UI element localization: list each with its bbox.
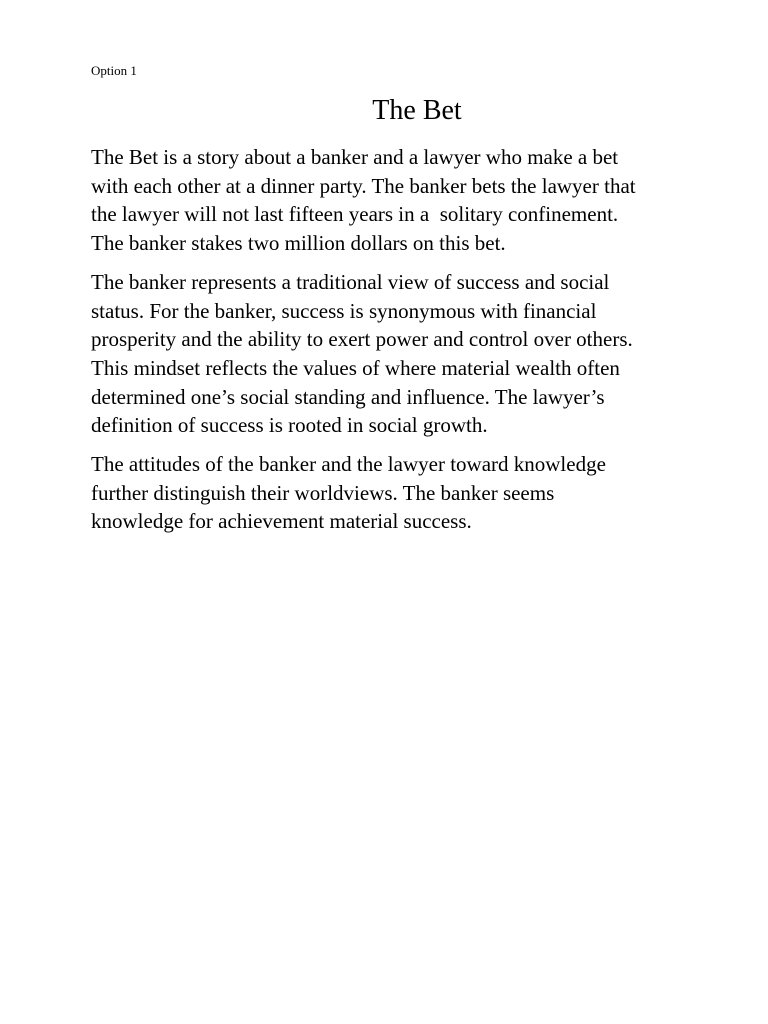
paragraph-3: [91, 450, 691, 536]
paragraph-line: This mindset reflects the values of where material wealth often: [91, 355, 620, 380]
paragraph-line: The attitudes of the banker and the lawyer toward knowledge: [91, 452, 606, 477]
paragraph-line: determined one’s social standing and influence. The lawyer’s: [91, 384, 605, 409]
paragraph-line: definition of success is rooted in social growth.: [91, 413, 488, 438]
paragraph-2: [91, 268, 691, 440]
page-title: The Bet: [372, 95, 462, 126]
paragraph-line: status. For the banker, success is synonymous with financial: [91, 298, 597, 323]
paragraph-line: prosperity and the ability to exert power and control over others.: [91, 327, 633, 352]
paragraph-line: knowledge for achievement material success.: [91, 509, 472, 534]
paragraph-line: further distinguish their worldviews. The banker seems: [91, 480, 555, 505]
paragraph-line: the lawyer will not last fifteen years in a solitary confinement.: [91, 202, 619, 227]
paragraph-line: The Bet is a story about a banker and a lawyer who make a bet: [91, 145, 619, 169]
header-note: Option 1: [91, 63, 137, 78]
paragraph-line: with each other at a dinner party. The banker bets the lawyer that: [91, 173, 636, 198]
paragraph-line: The banker represents a traditional view of success and social: [91, 269, 610, 294]
document-body: [91, 143, 691, 546]
paragraph-1: [91, 143, 691, 258]
paragraph-line: The banker stakes two million dollars on this bet.: [91, 231, 506, 256]
